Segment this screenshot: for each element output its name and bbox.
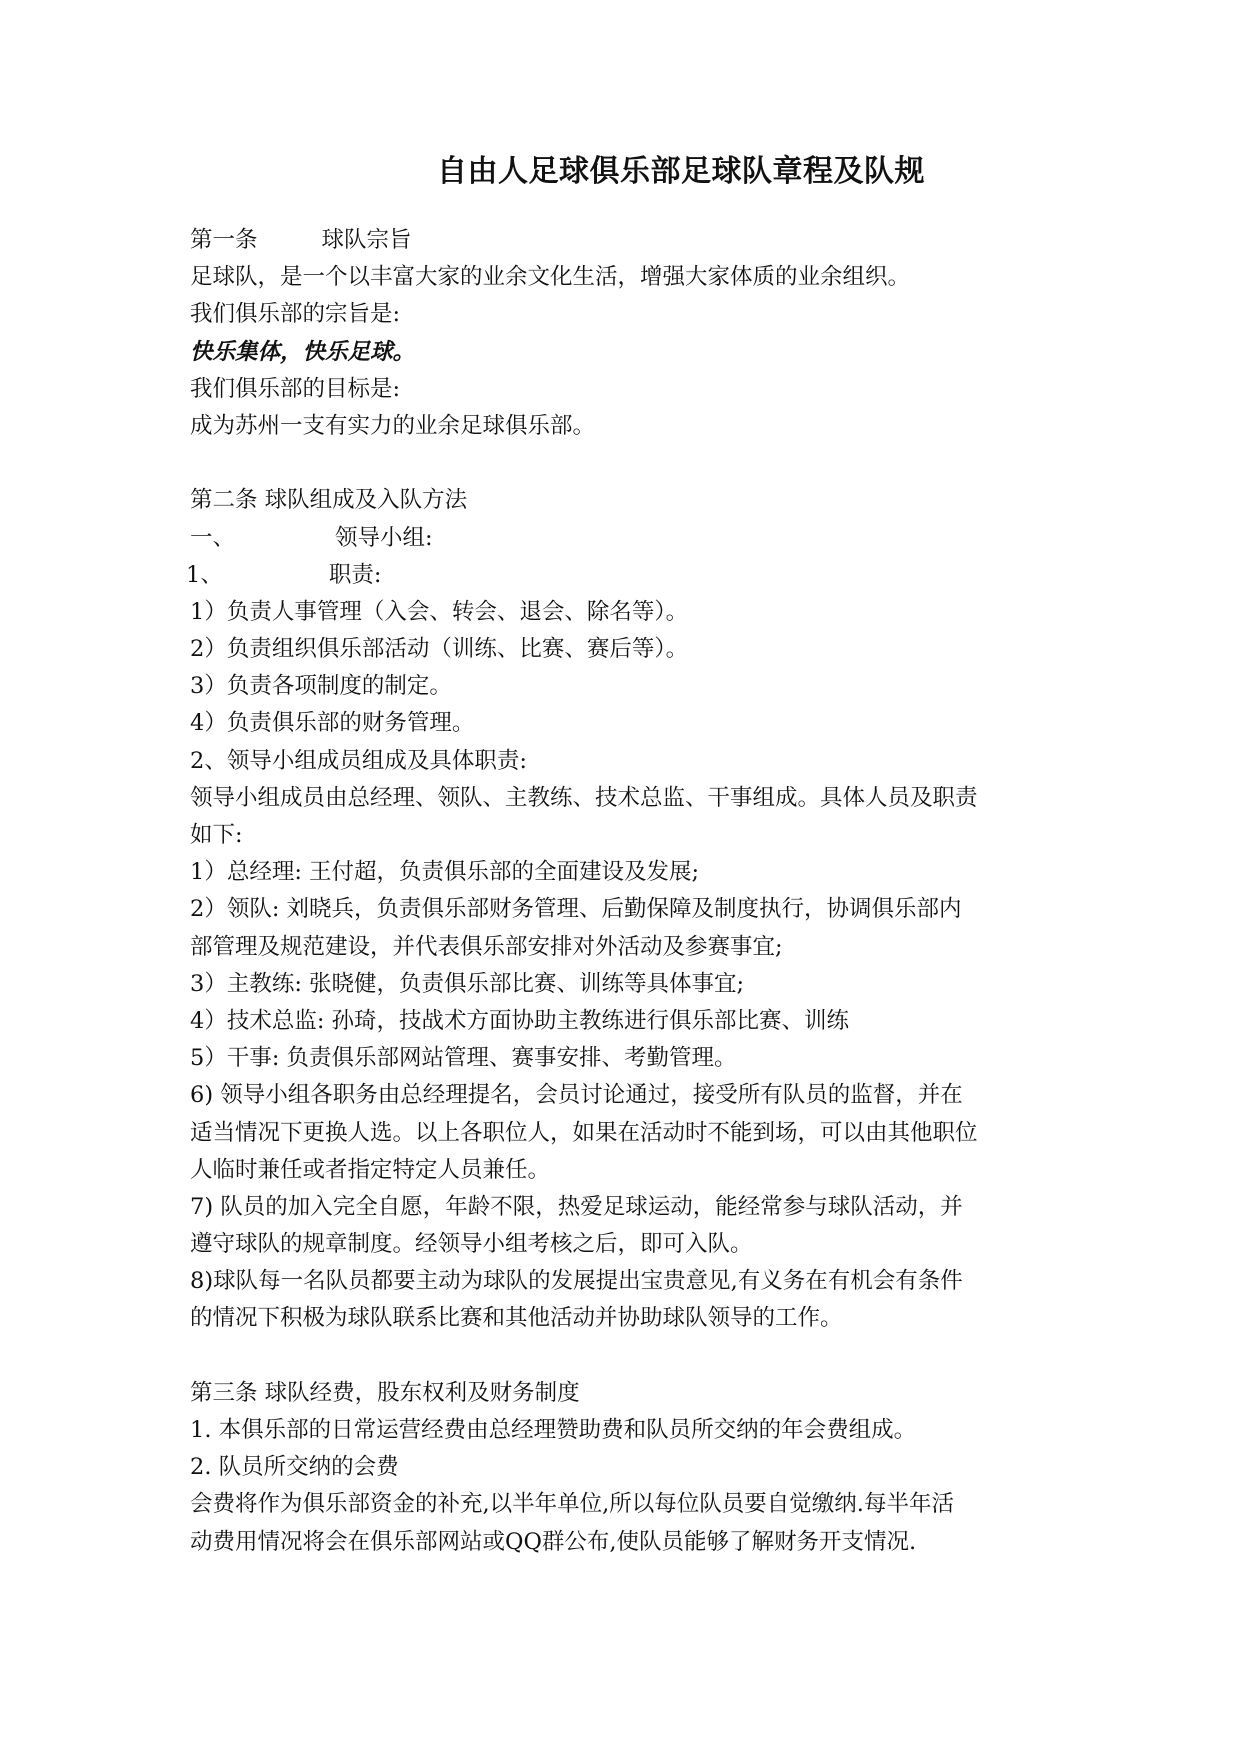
article1-label: 第一条 — [190, 227, 258, 253]
document-title: 自由人足球俱乐部足球队章程及队规 — [437, 154, 925, 189]
paragraph-line: 的情况下积极为球队联系比赛和其他活动并协助球队领导的工作。 — [190, 1305, 843, 1332]
section-spacer — [190, 445, 1060, 482]
list-item: 4）技术总监: 孙琦，技战术方面协助主教练进行俱乐部比赛、训练 — [190, 1007, 850, 1034]
section-heading — [190, 520, 1060, 557]
paragraph-line: 会费将作为俱乐部资金的补充,以半年单位,所以每位队员要自觉缴纳.每半年活 — [190, 1491, 954, 1518]
paragraph-line: 部管理及规范建设，并代表俱乐部安排对外活动及参赛事宜; — [190, 933, 783, 960]
list-item: 8)球队每一名队员都要主动为球队的发展提出宝贵意见,有义务在有机会有条件 — [190, 1268, 963, 1295]
paragraph-line: 如下: — [190, 822, 243, 848]
list-item: 1. 本俱乐部的日常运营经费由总经理赞助费和队员所交纳的年会费组成。 — [190, 1417, 917, 1443]
item-label: 职责: — [328, 561, 382, 588]
list-item: 4）负责俱乐部的财务管理。 — [190, 710, 475, 737]
list-item: 1）负责人事管理（入会、转会、退会、除名等）。 — [190, 598, 689, 625]
list-item: 3）主教练: 张晓健，负责俱乐部比赛、训练等具体事宜; — [190, 970, 745, 997]
list-item: 2、领导小组成员组成及具体职责: — [190, 747, 527, 774]
list-item: 1）总经理: 王付超，负责俱乐部的全面建设及发展; — [190, 859, 700, 886]
document-body — [186, 222, 1060, 1561]
paragraph-line: 足球队，是一个以丰富大家的业余文化生活，增强大家体质的业余组织。 — [190, 264, 911, 291]
list-item: 3）负责各项制度的制定。 — [190, 673, 452, 700]
list-item: 5）干事: 负责俱乐部网站管理、赛事安排、考勤管理。 — [190, 1045, 737, 1072]
article2-heading: 第二条 球队组成及入队方法 — [190, 487, 468, 514]
club-motto: 快乐集体，快乐足球。 — [190, 338, 416, 365]
list-item: 2）领队: 刘晓兵，负责俱乐部财务管理、后勤保障及制度执行，协调俱乐部内 — [190, 896, 962, 923]
item-number: 1、 — [186, 561, 223, 588]
section-label: 领导小组: — [335, 524, 433, 551]
paragraph-line: 成为苏州一支有实力的业余足球俱乐部。 — [190, 412, 596, 439]
paragraph-line: 动费用情况将会在俱乐部网站或QQ群公布,使队员能够了解财务开支情况. — [190, 1528, 917, 1555]
article3-heading: 第三条 球队经费，股东权利及财务制度 — [190, 1379, 580, 1406]
list-item: 2. 队员所交纳的会费 — [190, 1454, 399, 1481]
list-item: 7) 队员的加入完全自愿，年龄不限，热爱足球运动，能经常参与球队活动，并 — [190, 1193, 963, 1220]
list-item: 6) 领导小组各职务由总经理提名，会员讨论通过，接受所有队员的监督，并在 — [190, 1082, 963, 1109]
paragraph-line: 遵守球队的规章制度。经领导小组考核之后，即可入队。 — [190, 1231, 753, 1258]
section-spacer — [190, 1338, 1060, 1375]
item-heading — [186, 557, 1060, 594]
paragraph-line: 人临时兼任或者指定特定人员兼任。 — [190, 1156, 551, 1183]
article1-title: 球队宗旨 — [321, 227, 412, 253]
paragraph-line: 我们俱乐部的宗旨是: — [190, 301, 401, 328]
paragraph-line: 我们俱乐部的目标是: — [190, 375, 401, 402]
list-item: 2）负责组织俱乐部活动（训练、比赛、赛后等）。 — [190, 636, 689, 663]
paragraph-line: 适当情况下更换人选。以上各职位人，如果在活动时不能到场，可以由其他职位 — [190, 1119, 978, 1146]
article1-heading — [190, 222, 1060, 259]
paragraph-line: 领导小组成员由总经理、领队、主教练、技术总监、干事组成。具体人员及职责 — [190, 784, 978, 811]
section-number: 一、 — [190, 524, 236, 551]
